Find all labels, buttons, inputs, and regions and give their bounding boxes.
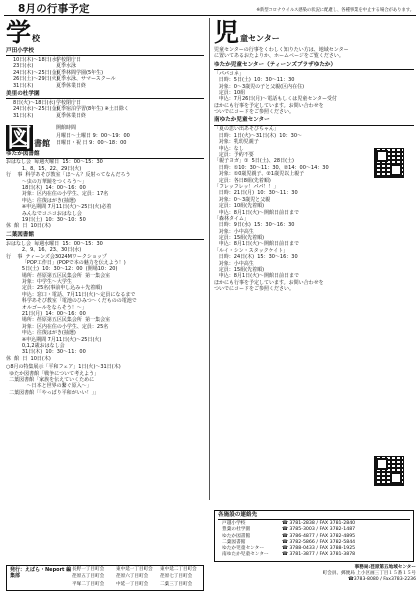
text-line: 対象：乳幼児親子 xyxy=(214,139,259,146)
publisher-member: 二葉三丁目町会 xyxy=(160,581,193,587)
text-line: に置いてあるおたよりか、ホームページをご覧ください。 xyxy=(214,53,344,60)
text-line: 定員：予約不要 xyxy=(214,151,254,158)
event-date: 23日(水) xyxy=(13,63,34,70)
library-heading: 図 書館 xyxy=(7,123,51,153)
bijin-school-events xyxy=(6,100,204,119)
text-line: 二葉図書館「「やっぱり平和がいい！」」 xyxy=(6,389,100,396)
event-desc: 学校閉庁日 xyxy=(56,99,82,106)
text-line: 申込：窓口・電話、7月11日(火)〜定員になるまで xyxy=(6,291,136,298)
text-line: 対象：区内在住の小学生、定員：17名 xyxy=(6,191,109,198)
text-line: 場所：荏原第五区民集会所 第一集会室 xyxy=(6,317,111,324)
text-line: 定員：15組(先着順) xyxy=(214,267,265,274)
text-line: 申込：8月1日(火)〜開館日前日まで xyxy=(214,209,300,216)
toda-school-section: 戸田小学校 xyxy=(6,48,204,56)
contact-phone: ☎ 3788-0433 / FAX 3788-1925 xyxy=(282,545,356,551)
text-line: 定員：15組(先着順) xyxy=(214,235,265,242)
event-date: 8日(火)〜18日(水) xyxy=(13,99,56,106)
text-line: 21日(月) 14：00〜16：00 xyxy=(6,311,86,318)
page-title: 8月の行事予定 xyxy=(18,3,90,15)
text-line: 日時：①10：30〜11：30、②14：00〜14：30 xyxy=(214,164,329,171)
title-bar xyxy=(4,3,416,16)
contact-name: 戸越小学校 xyxy=(222,521,246,527)
text-line: 児童センターの行事をくわしく知りたい方は、地域センター xyxy=(214,47,349,53)
qr-code-nika[interactable] xyxy=(374,456,404,486)
text-line: 定員：25名(事前申し込み＋先着順) xyxy=(6,285,103,292)
yutaka-library-events xyxy=(6,159,204,229)
publisher-member: 東中延二丁目町会 xyxy=(160,567,197,572)
contacts-title: 各施設の連絡先 xyxy=(218,512,410,520)
text-line: オルゴールをならそう！〜」 xyxy=(6,304,87,311)
school-heading: 学 校 xyxy=(6,18,41,47)
text-line: 18日(木) 14：00〜16：00 xyxy=(6,185,86,192)
text-line: 「パパコネ」 xyxy=(214,70,245,77)
event-date: 31日(木) xyxy=(13,82,34,89)
text-line: みんなでコニコおはなし会 xyxy=(6,210,82,217)
text-line: 対象：①0歳児親子、②1歳児以上親子 xyxy=(214,171,305,178)
event-row xyxy=(6,83,204,89)
text-line: ほかにも行事を予定しています。お問い合わせを xyxy=(214,279,324,286)
text-line: 対象：区内在住の小学生、定員：25名 xyxy=(6,323,109,330)
publisher-box xyxy=(6,565,204,591)
event-desc: 夏季宿泊学習(8年生) ※土日除く xyxy=(56,106,129,113)
text-line: 「ルイ・シン・スタックケイト」 xyxy=(214,247,289,254)
text-line: 定員：10組 xyxy=(214,89,246,96)
text-line: 行 事 ティーンズ会3024Mワークショップ xyxy=(6,253,107,260)
text-line: ついでにコードをご参照ください。 xyxy=(214,286,295,293)
text-line: 場所：荏原第五区民集会所 第一集会室 xyxy=(6,272,111,279)
text-line: 「森林タイム」 xyxy=(214,215,249,222)
event-desc: 夏季休業日終 xyxy=(56,112,87,119)
text-line: 5日(土) 10：30〜12：00 (開場10：20) xyxy=(6,266,118,273)
event-date: 26日(土)〜29日(火) xyxy=(13,76,59,83)
office-address: 事務局:荏原第五地域センター 町会員、郵便局 上小区画三丁目１５番１５号 ☎3783-8080 / Fax3783-2236 xyxy=(322,565,416,582)
text-line: ※申込期間 7月11日(火)〜25日(火) xyxy=(6,336,102,343)
left-column xyxy=(6,18,204,562)
text-line: 2、9、16、23、30日(水) xyxy=(6,247,82,254)
text-line: ○8月の特集展示「平和フェア」1日(火)〜31日(木) xyxy=(6,364,121,371)
text-line: 科学あそび教室「電池のひみつ〜くだものの電池で xyxy=(6,298,137,305)
library-hours: 開館時間 月曜日〜土曜日 9：00〜19：00 日曜日・祝 日 9：00〜18：00 xyxy=(56,125,130,147)
event-date: 24日(木)〜25日(金) xyxy=(13,69,59,76)
contact-name: 南ゆたか児童センター xyxy=(222,552,269,558)
publisher-member: 長野一丁目町会 xyxy=(72,567,105,572)
text-line: 対象：小中高生 xyxy=(214,228,254,235)
contact-name: ゆたか図書館 xyxy=(222,533,251,539)
qr-code-toda[interactable] xyxy=(374,148,404,178)
yutaka-library-section: ゆたか図書館 xyxy=(6,151,204,159)
text-line: 申込：往復はがき(抽選) xyxy=(6,197,76,204)
text-line: 休 館 日 10日(木) xyxy=(6,355,51,362)
text-line: 「夏の思い出あそびちゃん」 xyxy=(214,126,280,133)
text-line: 日時：5日(土) 10：30〜11：30 xyxy=(214,77,295,84)
toda-children-center-section: ゆたか児童センター（ティーンズプラザゆたか） xyxy=(214,62,414,70)
contacts-list xyxy=(218,521,410,558)
text-line: 〜虫の万華鏡をつくろう〜」 xyxy=(6,178,87,185)
event-date: 31日(木) xyxy=(13,112,34,119)
event-date: 24日(水)〜25日(金) xyxy=(13,106,59,113)
text-line: 申込：なし xyxy=(214,145,244,152)
column-divider xyxy=(209,18,210,500)
contact-phone: ☎ 3781-2838 / FAX 3781-2840 xyxy=(282,521,356,527)
text-line: 対象：小中高生 xyxy=(214,260,254,267)
covid-notice: ※新型コロナウイルス感染の状況に配慮し、各種事業を中止する場合があります。 xyxy=(256,8,414,13)
text-line: ほかにも行事を予定しています。お問い合わせを xyxy=(214,102,324,109)
text-line: 19日(土) 10：30〜10：50 xyxy=(6,217,86,223)
toda-children-center-events xyxy=(214,71,414,116)
event-desc: 夏季林間学園(5年生) xyxy=(56,69,104,76)
text-line: 対象：中学生〜大学生 xyxy=(6,279,72,286)
publisher-member: 荏原六丁目町会 xyxy=(116,574,149,580)
text-line: 「POP工作日」(POPで本の魅力を伝えよう！) xyxy=(6,259,126,266)
contact-phone: ☎ 3781-3877 / FAX 3781-3878 xyxy=(282,552,356,558)
text-line: 定員：10組(先着順) xyxy=(214,203,265,210)
contact-phone: ☎ 3782-5866 / FAX 3782-5844 xyxy=(282,539,356,545)
text-line: おはなし会 毎週水曜日 15：00〜15：30 xyxy=(6,240,103,247)
text-line: 二葉図書館「家族を伝えていくために xyxy=(6,376,95,383)
text-line: 休 館 日 10日(木) xyxy=(6,223,51,230)
contact-name: ゆたか児童センター xyxy=(222,545,265,551)
contacts-box xyxy=(214,510,414,562)
event-desc: 夏季休業日終 xyxy=(56,82,87,89)
feature-exhibits xyxy=(6,364,204,396)
text-line: 定員：各日8組(先着順) xyxy=(214,177,271,184)
text-line: ※申込期間 7月11日(火)〜25日(火)必着 xyxy=(6,204,112,211)
text-line: 申込：8月1日(火)〜開館日前日まで xyxy=(214,273,300,280)
contact-phone: ☎ 3786-4877 / FAX 3782-4895 xyxy=(282,533,356,539)
text-line: 行 事 科学あそび教室「ほ〜ん？反射ってなんだろう xyxy=(6,172,131,179)
contact-name: 豊葉の杜学園 xyxy=(222,527,251,533)
event-desc: 学校閉庁日 xyxy=(56,56,82,63)
publisher-member: 荏原七丁目町会 xyxy=(160,574,193,580)
text-line: おはなし会 毎週火曜日 15：00〜15：30 xyxy=(6,159,103,166)
nika-children-center-section: 南ゆたか児童センター xyxy=(214,117,414,125)
text-line: 日時：9日(水) 15：30〜16：30 xyxy=(214,222,295,229)
publisher-member: 中延一丁目町会 xyxy=(116,581,149,587)
text-line: 対象：0〜3歳児の子と父親(区内在住) xyxy=(214,83,305,90)
publisher-member: 荏原五丁目町会 xyxy=(72,574,105,580)
event-desc: 夏季水泳 xyxy=(56,63,77,70)
publisher-member: 東中延一丁目町会 xyxy=(116,567,153,572)
publisher-title: 発行：えばら・Neport 編集部 xyxy=(10,567,72,580)
niban-library-events xyxy=(6,241,204,362)
text-line: 申込：8月1日(火)〜開館日前日まで xyxy=(214,241,300,248)
toda-school-events xyxy=(6,57,204,89)
bijin-school-section: 美里の杜学園 xyxy=(6,91,204,99)
children-center-intro xyxy=(214,47,414,60)
text-line: 0,1,2歳おはなし会 xyxy=(6,342,65,349)
children-center-heading: 児 童センター xyxy=(214,18,280,47)
event-desc: 夏季水泳、サマースクール xyxy=(56,76,116,83)
text-line: ゆたか図書館「戦争について考えよう」 xyxy=(6,370,100,377)
text-line: ついでにコードをご参照ください。 xyxy=(214,109,295,116)
text-line: 日時：21日(月) 10：30〜11：30 xyxy=(214,190,298,197)
contact-phone: ☎ 3785-3003 / FAX 3782-1487 xyxy=(282,527,356,533)
event-row xyxy=(6,113,204,119)
text-line: 〜日本と世界の繋ぐ原入〜」 xyxy=(6,383,92,390)
right-column xyxy=(214,18,414,506)
publisher-member: 平塚二丁目町会 xyxy=(72,581,105,587)
text-line: 申込：7月26日(月)〜電話もしくは児童センター受付 xyxy=(214,96,338,103)
publisher-members xyxy=(72,567,200,589)
text-line: 日時：1日(火)〜31日(木) 10：30〜 xyxy=(214,132,303,139)
event-date: 10日(木)〜18日(水) xyxy=(13,56,59,63)
text-line: 日時：24日(木) 15：30〜16：30 xyxy=(214,254,298,261)
contact-row xyxy=(218,552,410,558)
text-line: 申込：往復はがき(抽選) xyxy=(6,330,76,337)
text-line: 31日(木) 10：30〜11：00 xyxy=(6,349,86,356)
text-line: 「親子ヨガ」① 5日(土)、28日(土) xyxy=(214,158,295,165)
niban-library-section: 二葉図書館 xyxy=(6,232,204,240)
text-line: 「フレッフレッ！パパ！！」 xyxy=(214,183,279,190)
text-line: 対象：0〜3歳児と父親 xyxy=(214,196,271,203)
text-line: 1、8、15、22、29日(火) xyxy=(6,165,82,172)
contact-name: 二葉図書館 xyxy=(222,539,246,545)
